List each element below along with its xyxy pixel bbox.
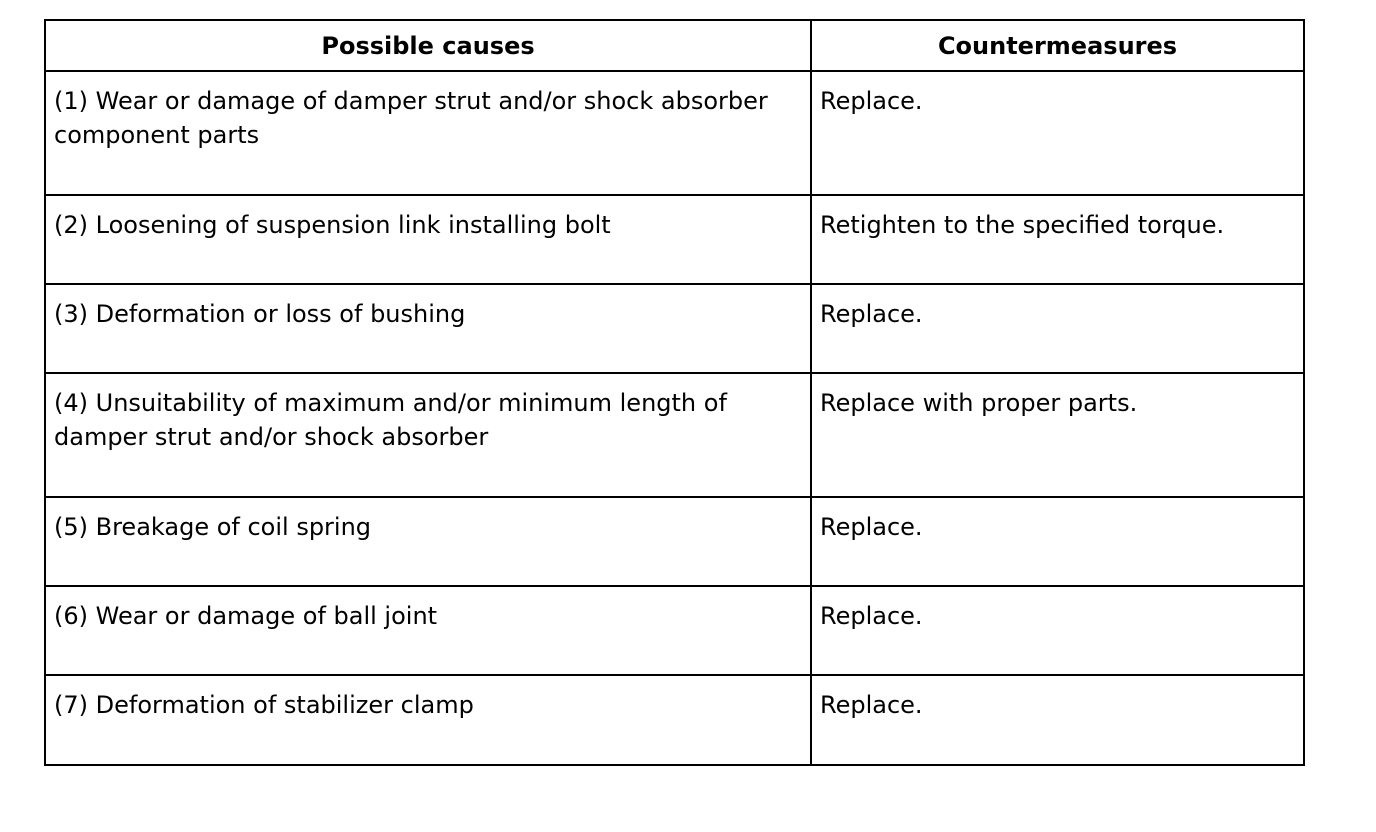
troubleshooting-table: [44, 19, 1305, 766]
cause-cell: (1) Wear or damage of damper strut and/or shock absorber component parts: [45, 71, 811, 195]
table-row: [45, 497, 1304, 586]
countermeasure-cell: Replace.: [811, 586, 1304, 675]
troubleshooting-table-container: [44, 19, 1305, 766]
countermeasure-cell: Replace.: [811, 284, 1304, 373]
cause-cell: (5) Breakage of coil spring: [45, 497, 811, 586]
cause-cell: (2) Loosening of suspension link installing bolt: [45, 195, 811, 284]
table-header-row: [45, 20, 1304, 71]
table-row: [45, 71, 1304, 195]
countermeasure-cell: Retighten to the specified torque.: [811, 195, 1304, 284]
header-possible-causes: Possible causes: [45, 20, 811, 71]
table-row: [45, 373, 1304, 497]
header-countermeasures: Countermeasures: [811, 20, 1304, 71]
table-row: [45, 586, 1304, 675]
cause-cell: (7) Deformation of stabilizer clamp: [45, 675, 811, 765]
countermeasure-cell: Replace.: [811, 497, 1304, 586]
table-row: [45, 675, 1304, 765]
cause-cell: (3) Deformation or loss of bushing: [45, 284, 811, 373]
countermeasure-cell: Replace.: [811, 71, 1304, 195]
table-row: [45, 195, 1304, 284]
table-row: [45, 284, 1304, 373]
cause-cell: (4) Unsuitability of maximum and/or minimum length of damper strut and/or shock absorber: [45, 373, 811, 497]
countermeasure-cell: Replace.: [811, 675, 1304, 765]
countermeasure-cell: Replace with proper parts.: [811, 373, 1304, 497]
cause-cell: (6) Wear or damage of ball joint: [45, 586, 811, 675]
